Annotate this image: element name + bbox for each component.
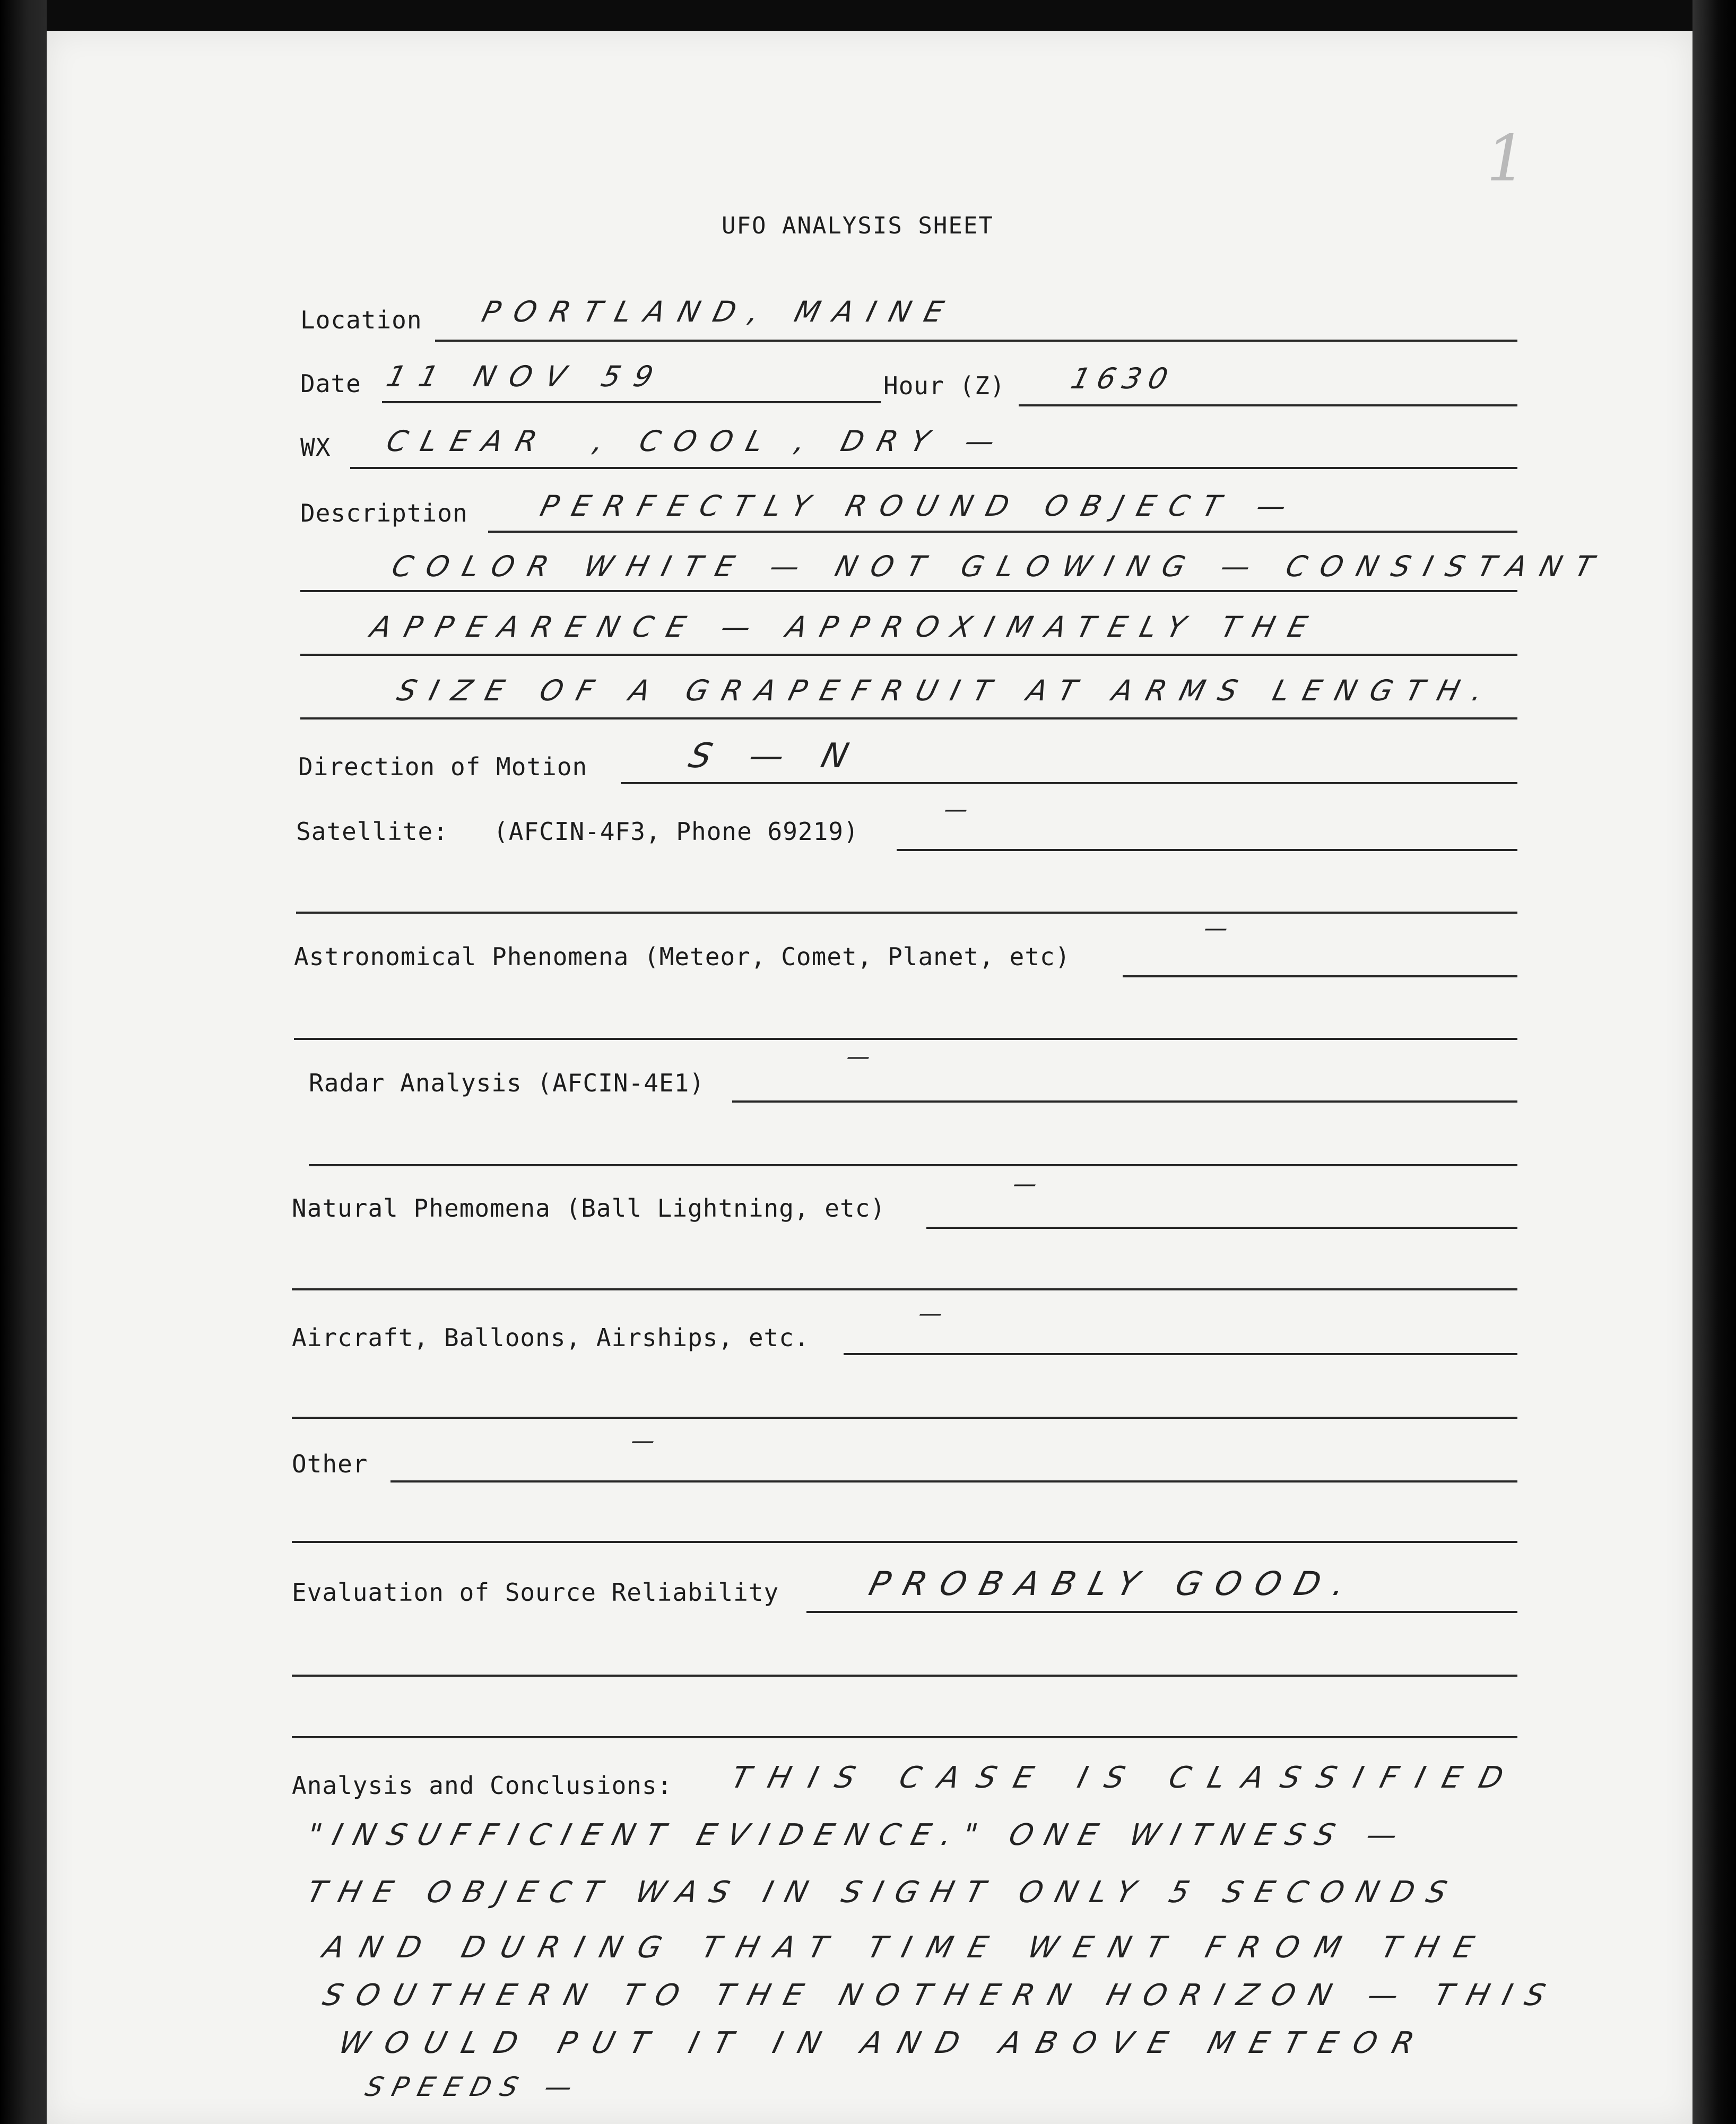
analysis-sheet [47,31,1692,2124]
description-line-4: SIZE OF A GRAPEFRUIT AT ARMS LENGTH. [394,674,1500,707]
aircraft-line [844,1353,1517,1355]
wx-value-cool: , COOL [590,424,780,458]
reliability-line-3 [292,1736,1517,1738]
hour-line [1019,404,1517,406]
reliability-label: Evaluation of Source Reliability [292,1578,779,1607]
astronomical-value: — [1201,915,1231,942]
description-underline-1 [488,531,1517,533]
direction-label: Direction of Motion [298,752,588,781]
scan-left-border [0,0,47,2124]
natural-value: — [1010,1171,1040,1198]
analysis-line-7: SPEEDS — [362,2071,585,2102]
satellite-reference: (AFCIN-4F3, Phone 69219) [493,817,859,846]
direction-line [621,782,1517,784]
location-line [435,340,1517,342]
wx-value-dry: , DRY — [792,424,1012,458]
analysis-label: Analysis and Conclusions: [292,1771,673,1800]
analysis-line-2: "INSUFFICIENT EVIDENCE." ONE WITNESS — [303,1818,1413,1852]
wx-label: WX [300,433,331,462]
natural-line [926,1227,1517,1229]
description-label: Description [300,499,468,527]
analysis-line-6: WOULD PUT IT IN AND ABOVE METEOR [335,2026,1434,2060]
aircraft-line-2 [292,1417,1517,1419]
scan-right-border [1692,0,1736,2124]
radar-line-2 [309,1164,1517,1166]
date-line [382,401,881,403]
description-line-1: PERFECTLY ROUND OBJECT — [537,489,1304,523]
natural-label: Natural Phemomena (Ball Lightning, etc) [292,1194,886,1223]
analysis-line-3: THE OBJECT WAS IN SIGHT ONLY 5 SECONDS [303,1875,1463,1910]
aircraft-value: — [915,1300,946,1327]
reliability-value: PROBABLY GOOD. [865,1564,1364,1603]
radar-label: Radar Analysis (AFCIN-4E1) [309,1069,705,1097]
natural-line-2 [292,1288,1517,1290]
date-label: Date [300,369,361,398]
description-underline-4 [300,717,1517,719]
scan-top-border [0,0,1736,31]
direction-value: S — N [684,736,866,776]
description-line-3: APPEARENCE — APPROXIMATELY THE [367,610,1325,644]
analysis-line-5: SOUTHERN TO THE NOTHERN HORIZON — THIS [319,1978,1563,2013]
other-value: — [628,1427,658,1454]
sheet-title: UFO ANALYSIS SHEET [722,212,994,239]
satellite-value: — [941,796,971,823]
other-line [390,1480,1517,1483]
satellite-line [897,849,1517,851]
aircraft-label: Aircraft, Balloons, Airships, etc. [292,1323,810,1352]
description-underline-3 [300,654,1517,656]
location-label: Location [300,306,422,334]
hour-label: Hour (Z) [883,371,1005,400]
radar-value: — [843,1043,874,1070]
astronomical-label: Astronomical Phenomena (Meteor, Comet, Planet, etc) [294,942,1071,971]
description-underline-2 [300,590,1517,592]
satellite-line-2 [296,912,1517,914]
date-value: 11 NOV 59 [383,360,671,393]
astronomical-line [1123,975,1517,977]
satellite-label: Satellite: [296,817,448,846]
wx-value-clear: CLEAR [383,424,554,458]
analysis-line-1: THIS CASE IS CLASSIFIED [727,1761,1525,1795]
hour-value: 1630 [1067,362,1179,395]
page-mark: 1 [1479,122,1533,196]
analysis-line-4: AND DURING THAT TIME WENT FROM THE [319,1930,1494,1965]
other-line-2 [292,1541,1517,1543]
description-line-2: COLOR WHITE — NOT GLOWING — CONSISTANT [388,550,1611,583]
location-value: PORTLAND, MAINE [479,295,961,328]
wx-line [350,467,1517,469]
radar-line [732,1100,1517,1103]
reliability-line [806,1611,1517,1613]
reliability-line-2 [292,1675,1517,1677]
other-label: Other [292,1450,368,1478]
astronomical-line-2 [294,1038,1517,1040]
